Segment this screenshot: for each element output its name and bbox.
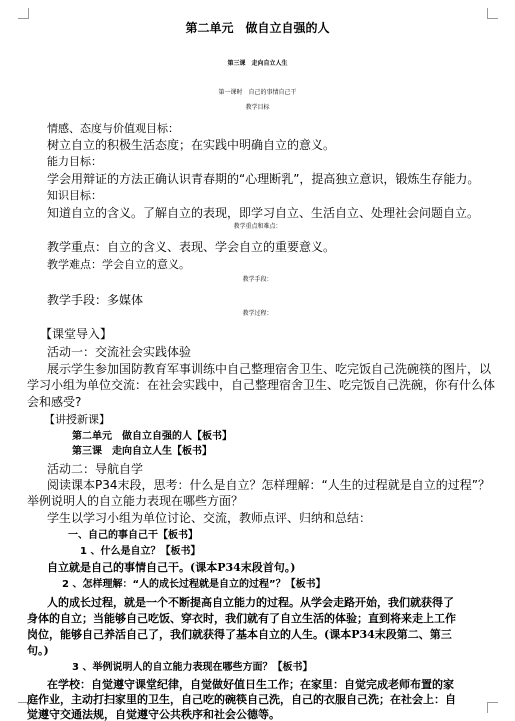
ability-label: 能力目标： bbox=[47, 155, 102, 168]
board-question-3: 3 、举例说明人的自立能力表现在哪些方面？【板书】 bbox=[72, 662, 313, 673]
activity2-heading: 活动二：导航自学 bbox=[47, 462, 144, 476]
answer-1: 自立就是自己的事情自己干。(课本P34末段首句。) bbox=[47, 561, 296, 574]
answer-2-line-1: 人的成长过程，就是一个不断提高自立能力的过程。从学会走路开始，我们就获得了 bbox=[47, 596, 454, 609]
board-lesson: 第三课 走向自立人生【板书】 bbox=[72, 446, 212, 457]
answer-3-line-2: 庭作业，主动打扫家里的卫生，自己吃的碗筷自己洗，自己的衣服自己洗；在社会上：自 bbox=[27, 693, 456, 706]
board-unit: 第二单元 做自立自强的人【板书】 bbox=[72, 431, 232, 442]
margin-mark-bottom-right bbox=[487, 702, 498, 713]
board-question-2: 2 、怎样理解：“人的成长过程就是自立的过程”？【板书】 bbox=[62, 579, 326, 590]
answer-2-line-4: 句。) bbox=[27, 644, 49, 657]
activity1-desc-3: 会和感受? bbox=[27, 395, 82, 409]
means-heading: 教学手段： bbox=[242, 276, 273, 283]
discussion-text: 学生以学习小组为单位讨论、交流，教师点评、归纳和总结： bbox=[47, 511, 372, 525]
activity1-desc-2: 学习小组为单位交流：在社会实践中，自己整理宿舍卫生、吃完饭自己洗碗，你有什么体 bbox=[27, 378, 496, 392]
answer-2-line-2: 身体的自立；当能够自己吃饭、穿衣时，我们就有了自立生活的体验；直到将来走上工作 bbox=[27, 612, 456, 625]
intro-label: 【课堂导入】 bbox=[40, 327, 113, 341]
means-text: 教学手段：多媒体 bbox=[47, 293, 144, 307]
attitude-label: 情感、态度与价值观目标： bbox=[47, 122, 179, 135]
knowledge-text: 知道自立的含义。了解自立的表现，即学习自立、生活自立、处理社会问题自立。 bbox=[47, 206, 480, 220]
key-point: 教学重点：自立的含义、表现、学会自立的重要意义。 bbox=[47, 240, 336, 254]
reading-task-2: 举例说明人的自立能力表现在哪些方面？ bbox=[27, 494, 244, 508]
answer-3-line-1: 在学校：自觉遵守课堂纪律，自觉做好值日生工作；在家里：自觉完成老师布置的家 bbox=[47, 678, 454, 691]
margin-mark-top-right bbox=[487, 8, 498, 19]
knowledge-label: 知识目标： bbox=[47, 189, 102, 202]
activity1-desc-1: 展示学生参加国防教育军事训练中自己整理宿舍卫生、吃完饭自己洗碗筷的图片，以 bbox=[47, 362, 492, 376]
period-title: 第一课时 自己的事情自己干 bbox=[218, 89, 297, 96]
new-lesson-label: 【讲授新课】 bbox=[44, 413, 110, 426]
process-heading: 教学过程： bbox=[242, 310, 273, 317]
key-heading: 教学重点和难点： bbox=[233, 223, 282, 230]
reading-task-1: 阅读课本P34末段，思考：什么是自立？怎样理解：“人生的过程就是自立的过程”？ bbox=[47, 478, 490, 492]
lesson-title: 第三课 走向自立人生 bbox=[227, 60, 288, 67]
objectives-heading: 教学目标 bbox=[245, 104, 270, 111]
board-question-1: 1 、什么是自立？【板书】 bbox=[80, 546, 201, 557]
unit-title: 第二单元 做自立自强的人 bbox=[185, 21, 330, 35]
attitude-text: 树立自立的积极生活态度；在实践中明确自立的意义。 bbox=[47, 138, 336, 152]
activity1-heading: 活动一：交流社会实践体验 bbox=[47, 345, 192, 359]
difficult-point: 教学难点：学会自立的意义。 bbox=[47, 258, 190, 271]
margin-mark-top-left bbox=[18, 8, 29, 19]
board-section1: 一、自己的事自己干【板书】 bbox=[68, 530, 198, 541]
answer-3-line-3: 觉遵守交通法规，自觉遵守公共秩序和社会公德等。 bbox=[27, 708, 280, 721]
answer-2-line-3: 岗位，能够自己养活自己了，我们就获得了基本自立的人生。(课本P34末段第二、第三 bbox=[27, 628, 452, 641]
ability-text: 学会用辩证的方法正确认识青春期的“心理断乳”，提高独立意识，锻炼生存能力。 bbox=[47, 172, 480, 186]
